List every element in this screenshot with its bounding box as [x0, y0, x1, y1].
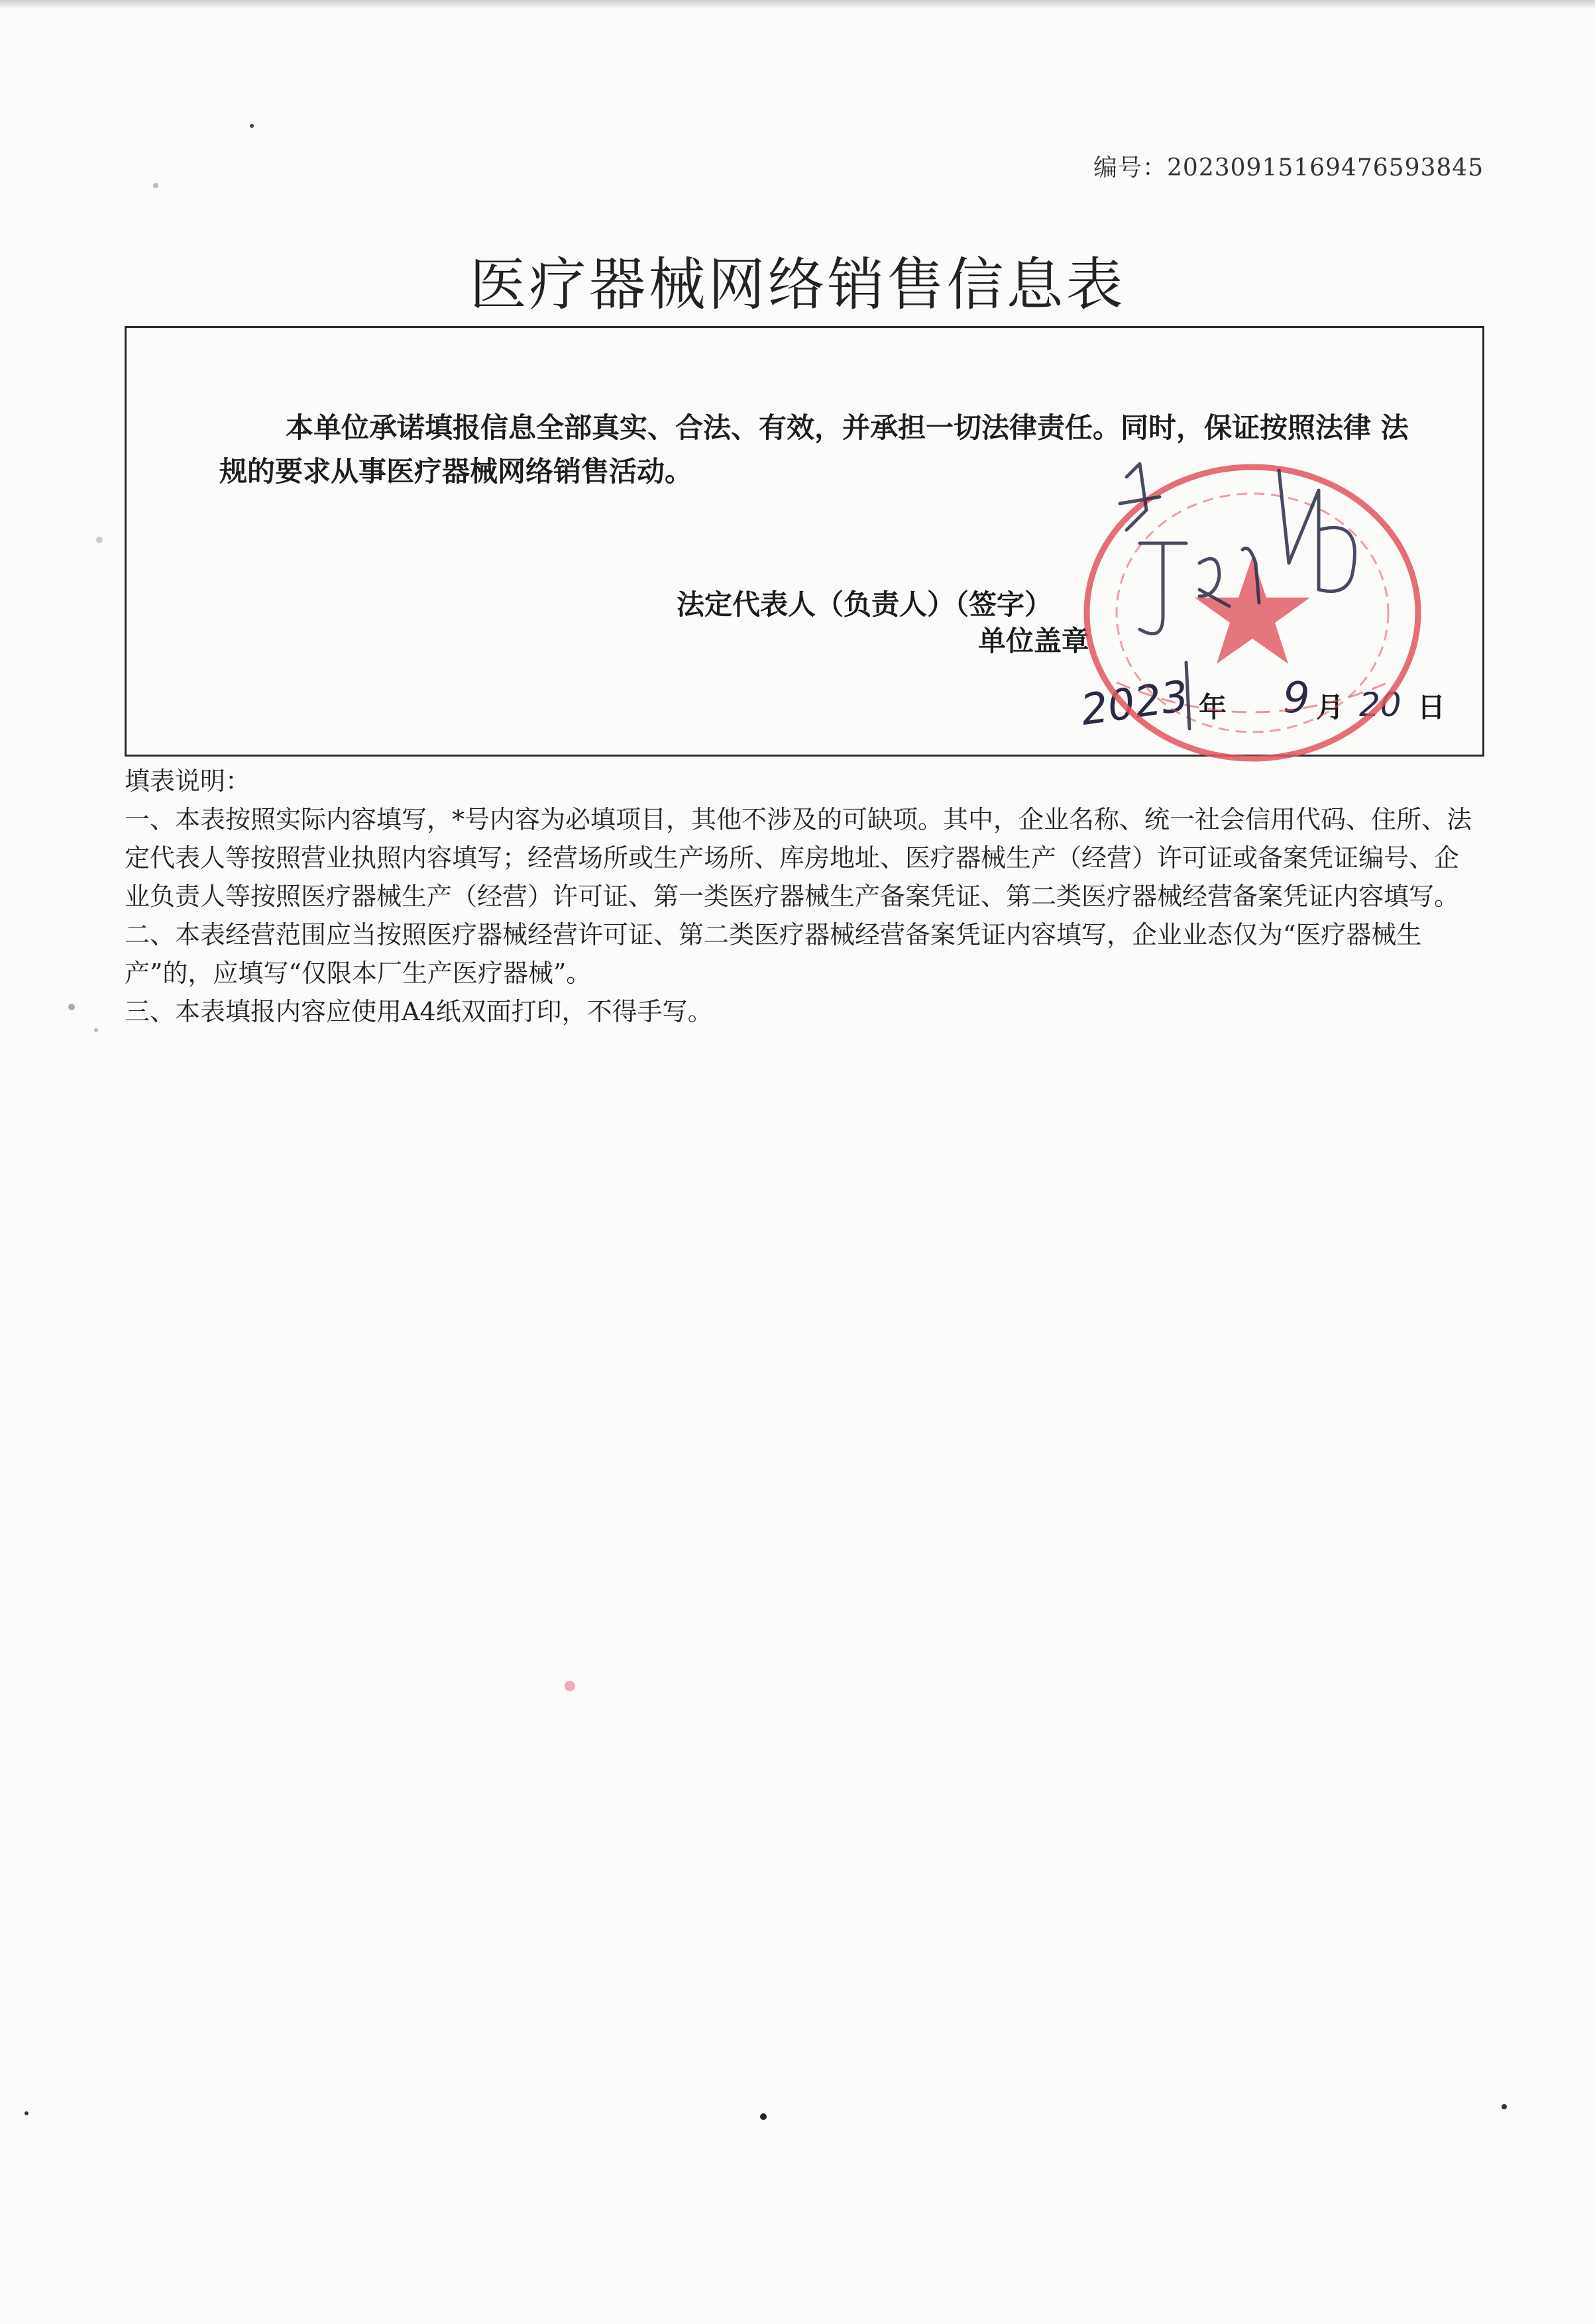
scan-edge [0, 0, 1595, 9]
instruction-item-3: 三、本表填报内容应使用A4纸双面打印，不得手写。 [125, 997, 713, 1026]
instructions-heading: 填表说明： [125, 766, 251, 796]
handwritten-day: 20 [1359, 686, 1402, 724]
document-number [1093, 149, 1491, 183]
handwritten-signature [1100, 450, 1378, 755]
pledge-text: 本单位承诺填报信息全部真实、合法、有效，并承担一切法律责任。同时，保证按照法律 法规的要求从事医疗器械网络销售活动。 [219, 411, 1409, 488]
unit-seal-label: 单位盖章 [978, 625, 1090, 657]
date-year-label: 年 [1199, 691, 1227, 723]
handwritten-month: 9 [1283, 674, 1310, 723]
instruction-item-1: 一、本表按照实际内容填写，*号内容为必填项目，其他不涉及的可缺项。其中，企业名称、统一社会信用代码、住所、法定代表人等按照营业执照内容填写；经营场所或生产场所、库房地址、医疗器械生产（经营）许可证或备案凭证编号、企业负责人等按照医疗器械生产（经营）许可证、第一类医疗器械生产备案凭证、第二类医疗器械经营备案凭证内容填写。 [125, 805, 1472, 911]
instruction-item-2: 二、本表经营范围应当按照医疗器械经营许可证、第二类医疗器械经营备案凭证内容填写，企业业态仅为“医疗器械生产”的，应填写“仅限本厂生产医疗器械”。 [125, 920, 1422, 988]
document-title: 医疗器械网络销售信息表 [469, 252, 1126, 318]
legal-representative-label: 法定代表人（负责人）（签字） [677, 588, 1053, 621]
document-number-label: 编号： [1093, 154, 1168, 182]
handwritten-year: 2023 [1077, 672, 1192, 735]
date-month-label: 月 [1316, 691, 1345, 723]
document-number-value: 20230915169476593845 [1167, 154, 1484, 182]
instructions-section [125, 762, 1483, 1031]
date-day-label: 日 [1417, 691, 1446, 723]
